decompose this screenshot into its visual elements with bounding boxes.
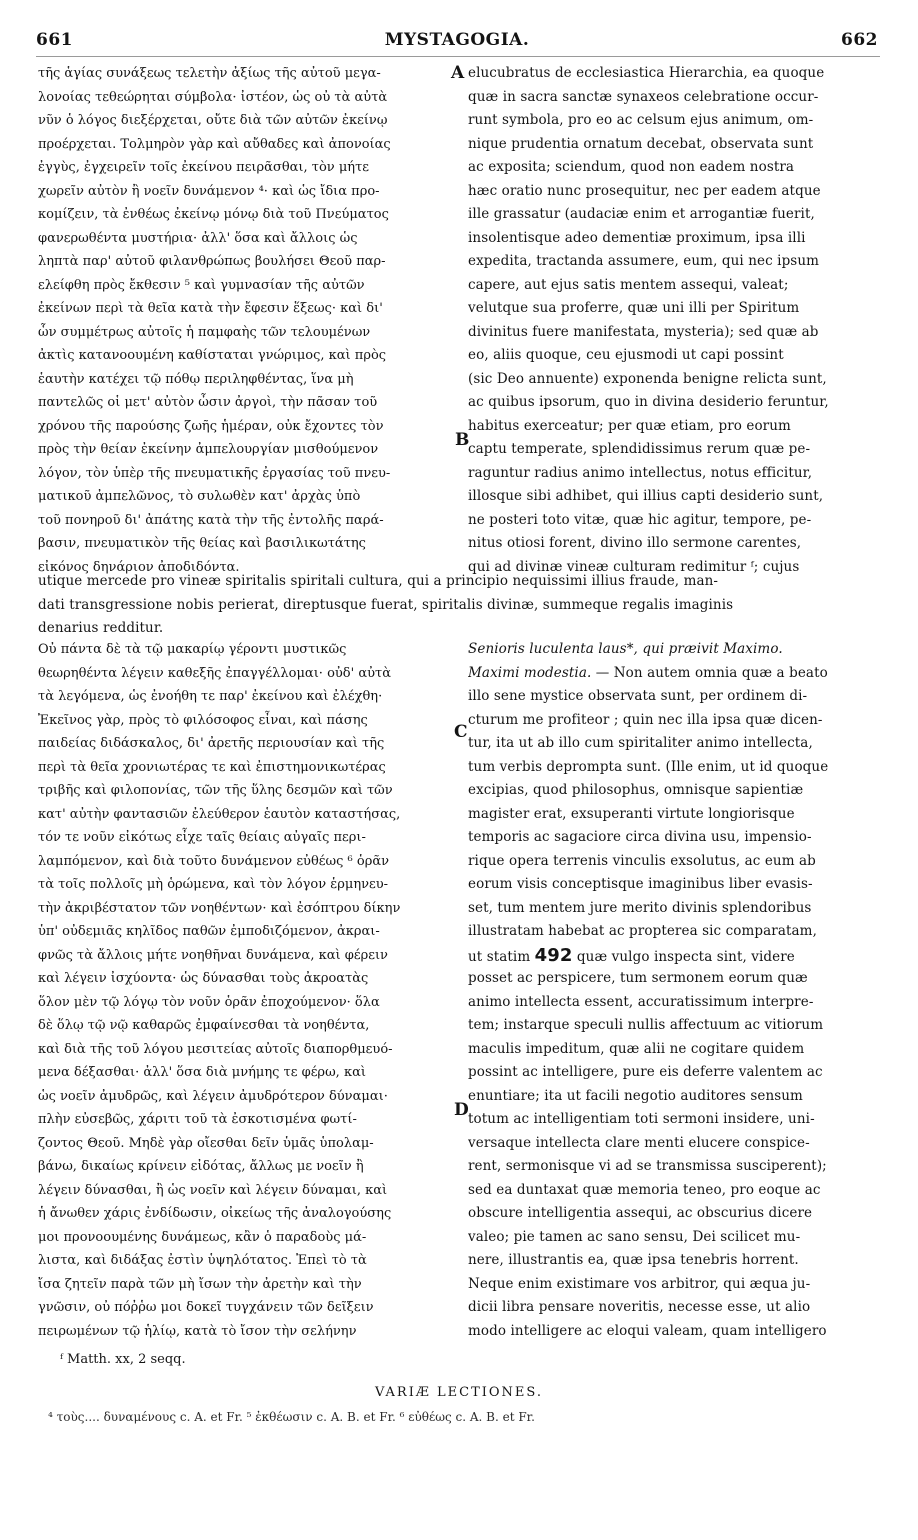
text-line: φανερωθέντα μυστήρια· ἀλλ' ὅσα καὶ ἄλλοις ὡς [38, 230, 358, 246]
text-line: animo intellecta essent, accuratissimum interpre- [468, 993, 814, 1010]
text-line: obscure intelligentia assequi, ac obscurius dicere [468, 1205, 813, 1221]
greek-column-top [38, 62, 456, 579]
text-line: εἰκόνος δηνάριον ἀποδιδόντα. [38, 559, 240, 575]
text-line: ἴσα ζητεῖν παρὰ τῶν μὴ ἴσων τὴν ἀρετὴν καὶ τὴν [38, 1276, 362, 1292]
running-title: MYSTAGOGIA. [384, 30, 530, 50]
text-line: τὰ λεγόμενα, ὡς ἐνοήθη τε παρ' ἐκείνου καὶ ἐλέχθη· [38, 689, 383, 704]
text-line: ἑαυτὴν κατέχει τῷ πόθῳ περιληφθέντας, ἵνα μὴ [38, 371, 354, 387]
text-line: expedita, tractanda assumere, eum, qui nec ipsum [468, 253, 820, 269]
text-line: τῆς ἁγίας συνάξεως τελετὴν ἀξίως τῆς αὐτοῦ μεγα- [38, 66, 381, 81]
margin-marker-c: C [454, 722, 468, 742]
text-line: ἐγγὺς, ἐγχειρεῖν τοῖς ἐκείνου πειρᾶσθαι, τὸν μήτε [38, 160, 370, 175]
text-line: divinitus fuere manifestata, mysteria); sed quæ ab [468, 323, 819, 340]
text-line: λιστα, καὶ διδάξας ἐστὶν ὑψηλότατος. Ἐπεὶ τὸ τὰ [38, 1253, 367, 1268]
text-line: modo intelligere ac eloqui valeam, quam intelligero [468, 1322, 827, 1339]
text-line: totum ac intelligentiam toti sermoni insidere, uni- [468, 1111, 815, 1127]
text-line: κομίζειν, τὰ ἐνθέως ἐκείνῳ μόνῳ διὰ τοῦ Πνεύματος [38, 207, 389, 222]
text-line: velutque sua proferre, quæ uni illi per Spiritum [468, 300, 800, 316]
text-line: captu temperate, splendidissimus rerum quæ pe- [468, 441, 811, 457]
text-line: enuntiare; ita ut facili negotio auditores sensum [468, 1087, 803, 1104]
text-line: qui ad divinæ vineæ culturam redimitur ᶠ; cujus [468, 558, 800, 575]
text-line: παιδείας διδάσκαλος, δι' ἀρετῆς περιουσίαν καὶ τῆς [38, 736, 385, 751]
text-line: nitus otiosi forent, divino illo sermone carentes, [468, 535, 802, 551]
line-suffix: quæ vulgo inspecta sint, videre [572, 948, 795, 965]
page-header [36, 30, 878, 54]
text-line: set, tum mentem jure merito divinis splendoribus [468, 899, 812, 916]
variae-lectiones-text: ⁴ τοὺς.... δυναμένους c. A. et Fr. ⁵ ἐκθέωσιν c. A. B. et Fr. ⁶ εὐθέως c. A. B. et Fr. [48, 1410, 535, 1424]
text-line: περὶ τὰ θεῖα χρονιωτέρας τε καὶ ἐπιστημονικωτέρας [38, 759, 386, 775]
text-line: ἡ ἄνωθεν χάρις ἐνδίδωσιν, οἰκείως τῆς ἀναλογούσης [38, 1206, 392, 1221]
text-line: πλὴν εὐσεβῶς, χάριτι τοῦ τὰ ἐσκοτισμένα φωτί- [38, 1112, 357, 1127]
text-line: ac exposita; sciendum, quod non eadem nostra [468, 159, 795, 175]
text-line: excipias, quod philosophus, omnisque sapientiæ [468, 782, 804, 798]
text-line: nique prudentia ornatum decebat, observata sunt [468, 135, 814, 152]
text-line: μοι προνοουμένης δυνάμεως, κἂν ὁ παραδοὺς μά- [38, 1229, 367, 1245]
text-line: ἀκτὶς κατανοουμένη καθίσταται γνώριμος, καὶ πρὸς [38, 348, 387, 363]
greek-column-bottom [38, 638, 456, 1343]
text-line: ματικοῦ ἀμπελῶνος, τὸ συλωθὲν κατ' ἀρχὰς ὑπὸ [38, 489, 361, 504]
text-line: βάνω, δικαίως κρίνειν εἰδότας, ἄλλως με νοεῖν ἢ [38, 1159, 364, 1174]
text-line: eo, aliis quoque, ceu ejusmodi ut capi possint [468, 347, 784, 363]
text-line: versaque intellecta clare menti elucere conspice- [468, 1134, 810, 1151]
text-line: παντελῶς οἱ μετ' αὐτὸν ὦσιν ἀργοὶ, τὴν πᾶσαν τοῦ [38, 395, 378, 410]
text-line: ne posteri toto vitæ, quæ hic agitur, tempore, pe- [468, 511, 812, 528]
heading-rest: — Non autem omnia quæ a beato [591, 664, 828, 681]
page-number-left: 661 [36, 30, 73, 50]
text-line: posset ac perspicere, tum sermonem eorum quæ [468, 970, 808, 986]
column-number-492: 492 [534, 944, 573, 966]
margin-marker-d: D [454, 1100, 469, 1120]
text-line: Neque enim existimare vos arbitror, qui æqua ju- [468, 1275, 811, 1292]
line-prefix: ut statim [468, 948, 535, 965]
text-line: hæc oratio nunc prosequitur, nec per eadem atque [468, 182, 821, 199]
text-line: Οὐ πάντα δὲ τὰ τῷ μακαρίῳ γέροντι μυστικῶς [38, 642, 347, 657]
text-line: φνῶς τὰ ἄλλοις μήτε νοηθῆναι δυνάμενα, καὶ φέρειν [38, 947, 388, 963]
text-line: utique mercede pro vineæ spiritalis spiritali cultura, qui a principio nequissimi illius fraude, man- [38, 573, 719, 589]
text-line: illustratam habebat ac propterea sic comparatam, [468, 923, 817, 939]
text-line: λονοίας τεθεώρηται σύμβολα· ἰστέον, ὡς οὐ τὰ αὐτὰ [38, 89, 388, 105]
margin-marker-b: B [455, 430, 470, 450]
text-line: raguntur radius animo intellectus, notus efficitur, [468, 464, 813, 481]
latin-column-bottom [468, 638, 880, 1343]
text-line: μενα δέξασθαι· ἀλλ' ὅσα διὰ μνήμης τε φέρω, καὶ [38, 1065, 366, 1080]
text-line: ὧν συμμέτρως αὐτοῖς ἡ παμφαὴς τῶν τελουμένων [38, 324, 371, 340]
text-line: ζοντος Θεοῦ. Μηδὲ γὰρ οἴεσθαι δεῖν ὑμᾶς ὑπολαμ- [38, 1135, 374, 1151]
text-line: ὡς νοεῖν ἀμυδρῶς, καὶ λέγειν ἀμυδρότερον δύναμαι· [38, 1088, 388, 1104]
text-line: illo sene mystice observata sunt, per ordinem di- [468, 688, 808, 704]
text-line: illosque sibi adhibet, qui illius capti desiderio sunt, [468, 488, 824, 504]
heading-italic-2: Maximi modestia. [468, 664, 592, 681]
text-line: Ἐκεῖνος γὰρ, πρὸς τὸ φιλόσοφος εἶναι, καὶ πάσης [38, 712, 368, 728]
text-line: λέγειν δύνασθαι, ἢ ὡς νοεῖν καὶ λέγειν δύναμαι, καὶ [38, 1182, 388, 1198]
variae-lectiones-title: VARIÆ LECTIONES. [375, 1385, 543, 1400]
text-line: πρὸς τὴν θείαν ἐκείνην ἀμπελουργίαν μισθούμενον [38, 442, 379, 457]
text-line: dati transgressione nobis perierat, direptusque fuerat, spiritalis divinæ, summeque regalis imaginis [38, 596, 734, 613]
text-line: προέρχεται. Τολμηρὸν γὰρ καὶ αὔθαδες καὶ ἀπονοίας [38, 136, 391, 152]
text-line: magister erat, exsuperanti virtute longiorisque [468, 805, 795, 822]
text-line: τοῦ πονηροῦ δι' ἀπάτης κατὰ τὴν τῆς ἐντολῆς παρά- [38, 512, 384, 528]
text-line: γνῶσιν, οὐ πόῤῥω μοι δοκεῖ τυγχάνειν τῶν δεῖξειν [38, 1300, 374, 1315]
latin-column-top [468, 62, 880, 579]
text-line: sed ea duntaxat quæ memoria teneo, pro eoque ac [468, 1181, 821, 1198]
text-line: quæ in sacra sanctæ synaxeos celebratione occur- [468, 88, 819, 105]
text-line: τὴν ἀκριβέστατον τῶν νοηθέντων· καὶ ἐσόπτρου δίκην [38, 900, 401, 916]
text-line: rique opera terrenis vinculis exsolutus, ac eum ab [468, 852, 816, 869]
latin-heading-line-2 [468, 662, 880, 686]
text-line: λόγον, τὸν ὑπὲρ τῆς πνευματικῆς ἐργασίας τοῦ πνευ- [38, 465, 391, 481]
text-line: ελείφθη πρὸς ἔκθεσιν ⁵ καὶ γυμνασίαν τῆς αὐτῶν [38, 277, 365, 293]
text-line: ἐκείνων περὶ τὰ θεῖα κατὰ τὴν ἔφεσιν ἕξεως· καὶ δι' [38, 301, 383, 316]
text-line: βασιν, πνευματικὸν τῆς θείας καὶ βασιλικωτάτης [38, 536, 366, 551]
text-line: ὅλον μὲν τῷ λόγῳ τὸν νοῦν ὁρᾶν ἐποχούμενον· ὅλα [38, 994, 380, 1010]
text-line: tum verbis deprompta sunt. (Ille enim, ut id quoque [468, 758, 829, 775]
header-rule [36, 56, 880, 57]
latin-bottom-lines-b [468, 967, 880, 1343]
latin-line-col-number [468, 944, 880, 968]
text-line: cturum me profiteor ; quin nec illa ipsa quæ dicen- [468, 711, 823, 728]
text-line: ac quibus ipsorum, quo in divina desiderio feruntur, [468, 394, 829, 410]
text-line: nere, illustrantis ea, quæ ipsa tenebris horrent. [468, 1252, 799, 1268]
text-line: λαμπόμενον, καὶ διὰ τοῦτο δυνάμενον εὐθέως ⁶ ὁρᾶν [38, 853, 390, 869]
latin-heading-line [468, 638, 880, 662]
text-line: χρόνου τῆς παρούσης ζωῆς ἡμέραν, οὐκ ἔχοντες τὸν [38, 418, 384, 434]
text-line: τὰ τοῖς πολλοῖς μὴ ὁρώμενα, καὶ τὸν λόγον ἑρμηνευ- [38, 877, 389, 892]
text-line: χωρεῖν αὐτὸν ἢ νοεῖν δυνάμενον ⁴· καὶ ὡς ἴδια προ- [38, 183, 380, 199]
text-line: maculis impeditum, quæ alii ne cogitare quidem [468, 1040, 805, 1057]
heading-italic: Senioris luculenta laus*, qui præivit Maximo. [468, 641, 783, 657]
margin-marker-a: A [451, 63, 465, 83]
latin-full-width-text [38, 570, 880, 641]
text-line: δὲ ὅλῳ τῷ νῷ καθαρῶς ἐμφαίνεσθαι τὰ νοηθέντα, [38, 1018, 370, 1033]
text-line: eorum visis conceptisque imaginibus liber evasis- [468, 876, 813, 892]
text-line: νῦν ὁ λόγος διεξέρχεται, οὔτε διὰ τῶν αὐτῶν ἐκείνῳ [38, 113, 388, 128]
text-line: rent, sermonisque vi ad se transmissa susciperent); [468, 1158, 827, 1174]
text-line: tur, ita ut ab illo cum spiritaliter animo intellecta, [468, 735, 813, 751]
text-line: πειρωμένων τῷ ἡλίῳ, κατὰ τὸ ἴσον τὴν σελήνην [38, 1323, 357, 1339]
text-line: τριβῆς καὶ φιλοπονίας, τῶν τῆς ὕλης δεσμῶν καὶ τῶν [38, 783, 393, 798]
page-number-right: 662 [841, 30, 878, 50]
text-line: insolentisque adeo dementiæ proximum, ipsa illi [468, 229, 806, 246]
text-line: ille grassatur (audaciæ enim et arrogantiæ fuerit, [468, 206, 815, 222]
footnote: ᶠ Matth. xx, 2 seqq. [60, 1352, 186, 1367]
text-line: valeo; pie tamen ac sano sensu, Dei scilicet mu- [468, 1228, 801, 1245]
text-line: τόν τε νοῦν εἰκότως εἶχε ταῖς θείαις αὐγαῖς περι- [38, 830, 366, 845]
text-line: καὶ διὰ τῆς τοῦ λόγου μεσιτείας αὐτοῖς διαπορθμευό- [38, 1041, 393, 1057]
text-line: dicii libra pensare noveritis, necesse esse, ut alio [468, 1299, 811, 1315]
text-line: capere, aut ejus satis mentem assequi, valeat; [468, 276, 789, 293]
latin-bottom-lines-a [468, 685, 880, 944]
text-line: θεωρηθέντα λέγειν καθεξῆς ἐπαγγέλλομαι· οὐδ' αὐτὰ [38, 665, 391, 681]
text-line: possint ac intelligere, pure eis deferre valentem ac [468, 1064, 823, 1080]
text-line: καὶ λέγειν ἰσχύοντα· ὡς δύνασθαι τοὺς ἀκροατὰς [38, 971, 369, 986]
text-line: habitus exerceatur; per quæ etiam, pro eorum [468, 417, 791, 434]
text-line: tem; instarque speculi nullis affectuum ac vitiorum [468, 1017, 824, 1033]
text-line: κατ' αὐτὴν φαντασιῶν ἐλεύθερον ἑαυτὸν καταστήσας, [38, 806, 401, 822]
text-line: runt symbola, pro eo ac celsum ejus animum, om- [468, 112, 814, 128]
text-line: ληπτὰ παρ' αὐτοῦ φιλανθρώπως βουλήσει Θεοῦ παρ- [38, 254, 386, 269]
text-line: temporis ac sagaciore circa divina usu, impensio- [468, 829, 812, 845]
text-line: elucubratus de ecclesiastica Hierarchia, ea quoque [468, 65, 825, 81]
text-line: ὑπ' οὐδεμιᾶς κηλῖδος παθῶν ἐμποδιζόμενον, ἀκραι- [38, 924, 380, 939]
text-line: (sic Deo annuente) exponenda benigne relicta sunt, [468, 370, 827, 387]
text-line: denarius redditur. [38, 620, 164, 636]
